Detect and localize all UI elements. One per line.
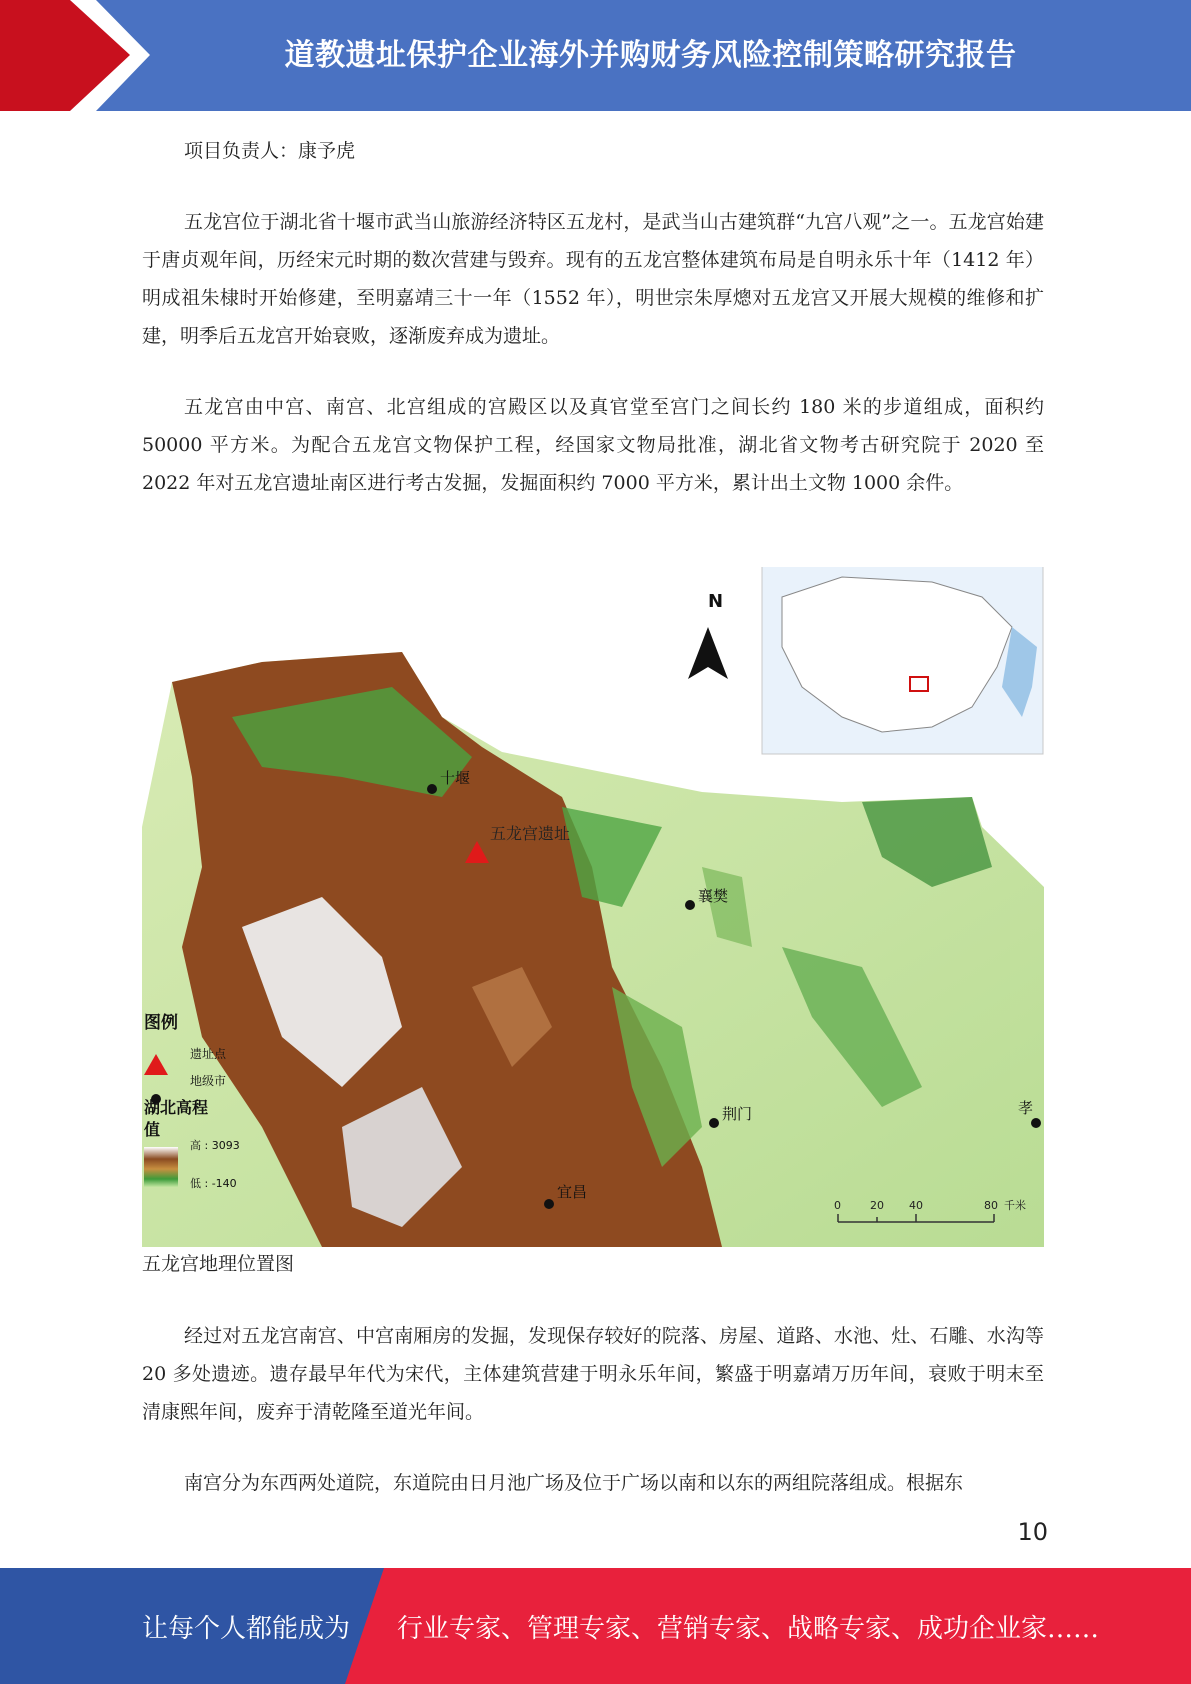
city-label-jingmen: 荆门 [722, 1105, 753, 1123]
legend-low: 低 : -140 [190, 1177, 237, 1190]
scale-tick-0: 0 [834, 1199, 841, 1212]
page-header [0, 0, 1191, 111]
city-dot-yichang [544, 1199, 554, 1209]
legend-elevation-title-2: 值 [144, 1120, 161, 1139]
city-label-xiangfan: 襄樊 [698, 887, 729, 905]
legend-site-label: 遗址点 [190, 1047, 227, 1061]
paragraph-excavation: 经过对五龙宫南宫、中宫南厢房的发掘，发现保存较好的院落、房屋、道路、水池、灶、石雕、水沟等 20 多处遗迹。遗存最早年代为宋代，主体建筑营建于明永乐年间，繁盛于明嘉靖万历年间，衰败于明末至清康熙年间，废弃于清乾隆至道光年间。 [142, 1325, 1044, 1423]
inset-china-map [762, 567, 1043, 754]
main-content-continued [142, 1317, 1044, 1502]
legend-elevation-ramp [144, 1147, 178, 1187]
site-label: 五龙宫遗址 [490, 824, 571, 843]
scale-unit: 千米 [1004, 1199, 1026, 1212]
city-label-xiaogan: 孝 [1018, 1099, 1034, 1117]
location-map [142, 567, 1044, 1247]
scale-tick-40: 40 [909, 1199, 923, 1212]
city-dot-shiyan [427, 784, 437, 794]
scale-tick-80: 80 [984, 1199, 998, 1212]
paragraph-intro: 五龙宫位于湖北省十堰市武当山旅游经济特区五龙村，是武当山古建筑群“九宫八观”之一。五龙宫始建于唐贞观年间，历经宋元时期的数次营建与毁弃。现有的五龙宫整体建筑布局是自明永乐十年（1412 年）明成祖朱棣时开始修建，至明嘉靖三十一年（1552 年），明世宗朱厚熜对五龙宫又开展大规模的维修和扩建，明季后五龙宫开始衰败，逐渐废弃成为遗址。 [142, 211, 1044, 347]
legend-title: 图例 [144, 1013, 178, 1033]
city-label-yichang: 宜昌 [557, 1183, 588, 1201]
scale-tick-20: 20 [870, 1199, 884, 1212]
city-dot-jingmen [709, 1118, 719, 1128]
terrain-map-image [142, 567, 1044, 1247]
footer-slogan-left: 让每个人都能成为 [142, 1613, 351, 1644]
paragraph-south-palace: 南宫分为东西两处道院，东道院由日月池广场及位于广场以南和以东的两组院落组成。根据东 [184, 1472, 964, 1494]
north-arrow [688, 627, 728, 679]
north-label: N [708, 591, 724, 612]
page-footer [0, 1568, 1191, 1684]
report-title: 道教遗址保护企业海外并购财务风险控制策略研究报告 [284, 37, 1017, 73]
page-number: 10 [1017, 1518, 1048, 1546]
project-lead: 项目负责人：康予虎 [184, 140, 356, 162]
legend-high: 高 : 3093 [190, 1139, 240, 1152]
legend-elevation-title-1: 湖北高程 [144, 1098, 209, 1117]
main-content [142, 132, 1044, 502]
city-label-shiyan: 十堰 [440, 769, 471, 787]
city-dot-xiangfan [685, 900, 695, 910]
city-dot-xiaogan [1031, 1118, 1041, 1128]
legend-city-label: 地级市 [190, 1074, 227, 1088]
footer-slogan-right: 行业专家、管理专家、营销专家、战略专家、成功企业家…… [397, 1613, 1100, 1644]
map-caption: 五龙宫地理位置图 [142, 1253, 295, 1275]
paragraph-area: 五龙宫由中宫、南宫、北宫组成的宫殿区以及真官堂至宫门之间长约 180 米的步道组成，面积约 50000 平方米。为配合五龙宫文物保护工程，经国家文物局批准，湖北省文物考古研究院于 2020 至 2022 年对五龙宫遗址南区进行考古发掘，发掘面积约 7000 平方米，累计出土文物 1000 余件。 [142, 396, 1044, 494]
